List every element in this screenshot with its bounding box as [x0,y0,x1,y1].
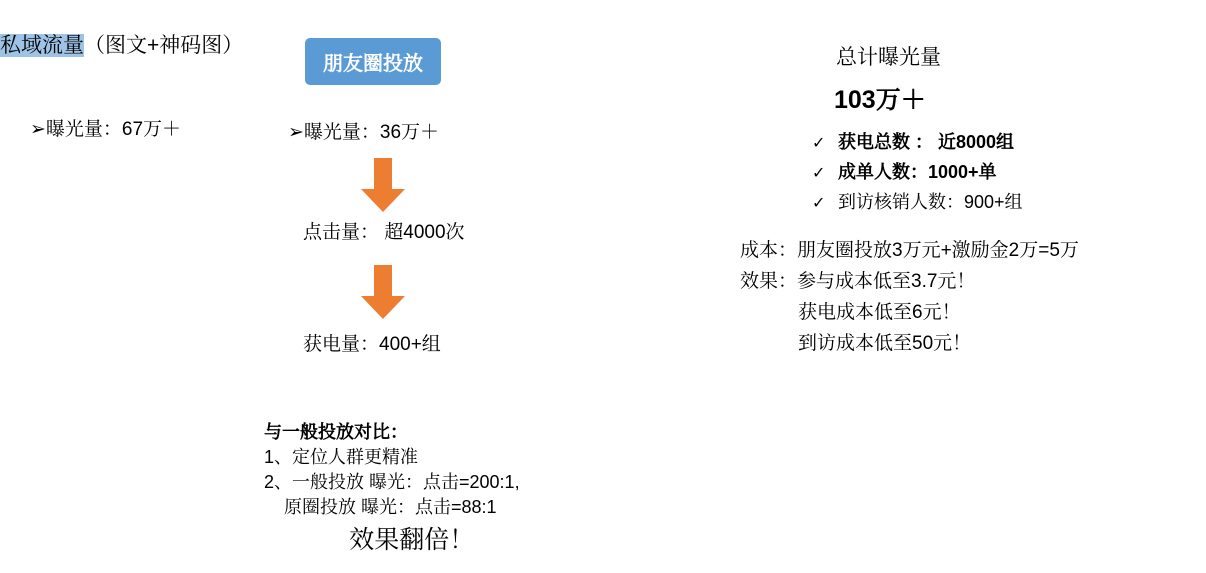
effect-line-1: 效果：参与成本低至3.7元！ [740,271,976,292]
middle-exposure-text: ➢曝光量：36万＋ [288,122,440,143]
results-check-list [812,128,1023,218]
middle-clicks-text: 点击量： 超4000次 [303,222,465,243]
cost-line: 成本：朋友圈投放3万元+激励金2万=5万 [740,240,1079,261]
effect-line-2: 获电成本低至6元！ [798,302,961,323]
comparison-line-2: 2、一般投放 曝光：点击=200:1, [264,472,520,492]
list-item-label: 到访核销人数：900+组 [838,192,1023,212]
check-icon: ✓ [812,165,826,182]
comparison-line-3: 原圈投放 曝光：点击=88:1 [284,497,497,517]
check-icon: ✓ [812,195,826,212]
list-item-label: 获电总数 ： 近8000组 [838,132,1015,152]
private-traffic-title [0,32,243,60]
list-item-label: 成单人数：1000+单 [838,162,997,182]
middle-leads-text: 获电量：400+组 [303,334,441,355]
total-exposure-title: 总计曝光量 [836,46,941,69]
comparison-heading: 与一般投放对比： [264,422,408,442]
list-item [812,158,1023,188]
private-traffic-title-rest: （图文+神码图） [84,34,244,57]
left-exposure-text: ➢曝光量：67万＋ [30,119,182,140]
down-arrow-icon-2 [355,265,411,326]
effect-line-3: 到访成本低至50元！ [798,333,972,354]
cost-effect-block [740,235,1079,359]
comparison-block [264,420,520,553]
comparison-finale: 效果翻倍！ [349,526,475,554]
comparison-line-1: 1、定位人群更精准 [264,447,419,467]
check-icon: ✓ [812,135,826,152]
down-arrow-icon-1 [355,158,411,219]
total-exposure-value: 103万＋ [834,86,926,114]
list-item [812,128,1023,158]
list-item [812,188,1023,218]
private-traffic-title-highlight: 私域流量 [0,34,84,57]
moments-campaign-chip[interactable]: 朋友圈投放 [305,38,441,85]
